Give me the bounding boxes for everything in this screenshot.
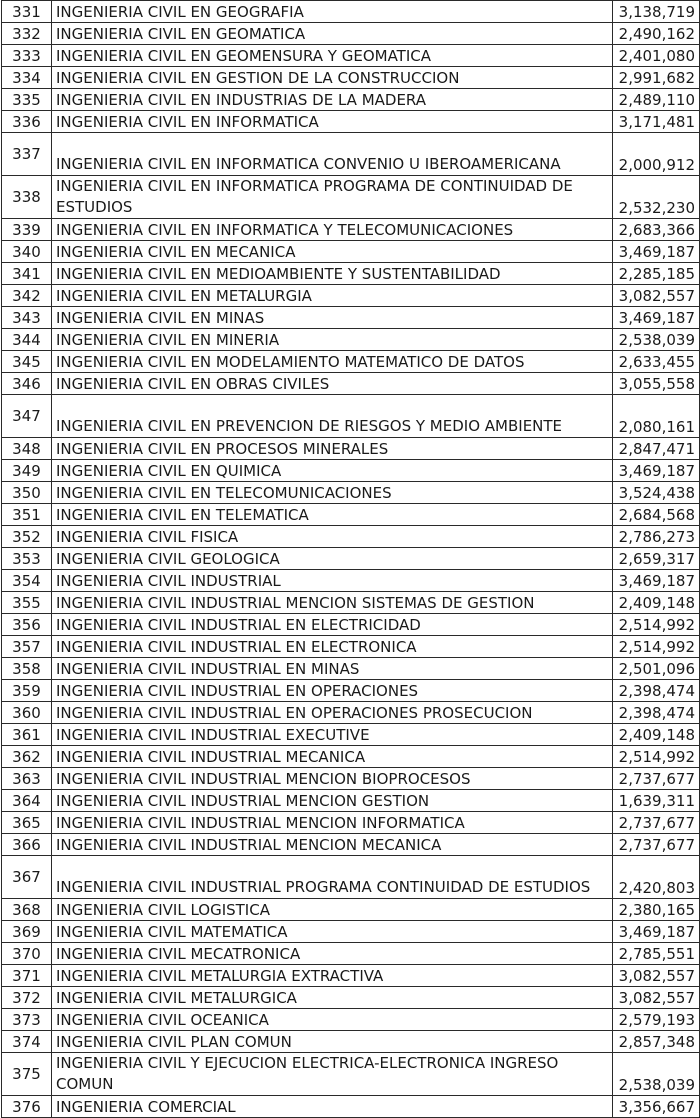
program-value-cell: 2,501,096 xyxy=(613,658,700,680)
program-value-cell: 2,398,474 xyxy=(613,680,700,702)
program-name-cell: INGENIERIA CIVIL INDUSTRIAL MENCION MECANICA xyxy=(52,834,613,856)
table-row xyxy=(2,329,700,351)
program-name-cell: INGENIERIA CIVIL INDUSTRIAL xyxy=(52,570,613,592)
program-table-body xyxy=(2,1,700,1118)
program-name-cell: INGENIERIA CIVIL INDUSTRIAL EN ELECTRICIDAD xyxy=(52,614,613,636)
program-value-cell: 2,538,039 xyxy=(613,329,700,351)
program-value-cell: 2,398,474 xyxy=(613,702,700,724)
program-value-cell: 2,991,682 xyxy=(613,67,700,89)
row-number-cell: 355 xyxy=(2,592,52,614)
program-value-cell: 2,633,455 xyxy=(613,351,700,373)
program-value-cell: 2,659,317 xyxy=(613,548,700,570)
table-row xyxy=(2,812,700,834)
table-row xyxy=(2,592,700,614)
program-value-cell: 2,538,039 xyxy=(613,1053,700,1096)
program-name-cell: INGENIERIA CIVIL EN MINAS xyxy=(52,307,613,329)
row-number-cell: 343 xyxy=(2,307,52,329)
row-number-cell: 365 xyxy=(2,812,52,834)
program-value-cell: 1,639,311 xyxy=(613,790,700,812)
table-row xyxy=(2,438,700,460)
program-name-cell: INGENIERIA CIVIL EN METALURGIA xyxy=(52,285,613,307)
program-name-cell: INGENIERIA CIVIL METALURGIA EXTRACTIVA xyxy=(52,965,613,987)
row-number-cell: 372 xyxy=(2,987,52,1009)
row-number-cell: 333 xyxy=(2,45,52,67)
row-number-cell: 348 xyxy=(2,438,52,460)
table-row xyxy=(2,526,700,548)
table-row xyxy=(2,724,700,746)
program-name-cell: INGENIERIA CIVIL EN MECANICA xyxy=(52,241,613,263)
program-name-cell: INGENIERIA CIVIL MATEMATICA xyxy=(52,921,613,943)
table-row xyxy=(2,373,700,395)
program-value-cell: 2,080,161 xyxy=(613,395,700,438)
program-value-cell: 3,171,481 xyxy=(613,111,700,133)
program-value-cell: 2,401,080 xyxy=(613,45,700,67)
table-row xyxy=(2,1053,700,1096)
row-number-cell: 345 xyxy=(2,351,52,373)
program-name-cell: INGENIERIA CIVIL INDUSTRIAL EXECUTIVE xyxy=(52,724,613,746)
table-row xyxy=(2,768,700,790)
table-row xyxy=(2,834,700,856)
program-name-cell: INGENIERIA CIVIL EN QUIMICA xyxy=(52,460,613,482)
table-row xyxy=(2,790,700,812)
table-row xyxy=(2,943,700,965)
program-value-cell: 3,469,187 xyxy=(613,307,700,329)
row-number-cell: 341 xyxy=(2,263,52,285)
program-value-cell: 2,000,912 xyxy=(613,133,700,176)
table-row xyxy=(2,285,700,307)
program-value-cell: 3,469,187 xyxy=(613,460,700,482)
row-number-cell: 359 xyxy=(2,680,52,702)
program-name-cell: INGENIERIA CIVIL EN GEOMATICA xyxy=(52,23,613,45)
row-number-cell: 363 xyxy=(2,768,52,790)
program-value-cell: 2,490,162 xyxy=(613,23,700,45)
row-number-cell: 350 xyxy=(2,482,52,504)
program-value-cell: 3,356,667 xyxy=(613,1096,700,1118)
table-row xyxy=(2,702,700,724)
program-value-cell: 2,737,677 xyxy=(613,834,700,856)
program-value-cell: 2,579,193 xyxy=(613,1009,700,1031)
row-number-cell: 331 xyxy=(2,1,52,23)
program-name-cell: INGENIERIA CIVIL EN TELEMATICA xyxy=(52,504,613,526)
table-row xyxy=(2,965,700,987)
program-name-cell: INGENIERIA CIVIL INDUSTRIAL MECANICA xyxy=(52,746,613,768)
row-number-cell: 374 xyxy=(2,1031,52,1053)
row-number-cell: 352 xyxy=(2,526,52,548)
program-name-cell: INGENIERIA CIVIL EN MEDIOAMBIENTE Y SUSTENTABILIDAD xyxy=(52,263,613,285)
program-value-cell: 2,786,273 xyxy=(613,526,700,548)
table-row xyxy=(2,746,700,768)
program-name-cell: INGENIERIA CIVIL INDUSTRIAL MENCION INFORMATICA xyxy=(52,812,613,834)
program-value-cell: 2,409,148 xyxy=(613,724,700,746)
row-number-cell: 342 xyxy=(2,285,52,307)
row-number-cell: 370 xyxy=(2,943,52,965)
program-name-cell: INGENIERIA CIVIL FISICA xyxy=(52,526,613,548)
program-name-cell: INGENIERIA CIVIL EN INFORMATICA Y TELECOMUNICACIONES xyxy=(52,219,613,241)
program-value-cell: 2,420,803 xyxy=(613,856,700,899)
program-name-cell: INGENIERIA CIVIL INDUSTRIAL EN OPERACIONES xyxy=(52,680,613,702)
program-value-cell: 2,785,551 xyxy=(613,943,700,965)
program-name-cell: INGENIERIA CIVIL INDUSTRIAL EN OPERACIONES PROSECUCION xyxy=(52,702,613,724)
program-name-cell: INGENIERIA CIVIL INDUSTRIAL PROGRAMA CONTINUIDAD DE ESTUDIOS xyxy=(52,856,613,899)
table-row xyxy=(2,570,700,592)
program-value-cell: 3,524,438 xyxy=(613,482,700,504)
program-value-cell: 3,138,719 xyxy=(613,1,700,23)
program-name-cell: INGENIERIA CIVIL METALURGICA xyxy=(52,987,613,1009)
program-name-cell: INGENIERIA CIVIL EN INDUSTRIAS DE LA MADERA xyxy=(52,89,613,111)
row-number-cell: 340 xyxy=(2,241,52,263)
row-number-cell: 346 xyxy=(2,373,52,395)
program-value-cell: 2,737,677 xyxy=(613,768,700,790)
program-name-cell: INGENIERIA CIVIL INDUSTRIAL EN ELECTRONICA xyxy=(52,636,613,658)
program-value-cell: 2,285,185 xyxy=(613,263,700,285)
program-name-cell: INGENIERIA CIVIL OCEANICA xyxy=(52,1009,613,1031)
program-name-cell: INGENIERIA CIVIL INDUSTRIAL MENCION GESTION xyxy=(52,790,613,812)
row-number-cell: 335 xyxy=(2,89,52,111)
table-row xyxy=(2,658,700,680)
program-value-cell: 2,514,992 xyxy=(613,636,700,658)
row-number-cell: 336 xyxy=(2,111,52,133)
program-name-cell: INGENIERIA CIVIL EN GEOGRAFIA xyxy=(52,1,613,23)
program-name-cell: INGENIERIA CIVIL EN GEOMENSURA Y GEOMATICA xyxy=(52,45,613,67)
row-number-cell: 356 xyxy=(2,614,52,636)
program-value-cell: 3,082,557 xyxy=(613,965,700,987)
table-row xyxy=(2,176,700,219)
table-row xyxy=(2,89,700,111)
row-number-cell: 366 xyxy=(2,834,52,856)
program-value-cell: 3,469,187 xyxy=(613,241,700,263)
table-row xyxy=(2,856,700,899)
program-name-cell: INGENIERIA CIVIL EN PROCESOS MINERALES xyxy=(52,438,613,460)
program-value-cell: 3,469,187 xyxy=(613,570,700,592)
program-name-cell: INGENIERIA CIVIL EN MINERIA xyxy=(52,329,613,351)
program-name-cell: INGENIERIA CIVIL INDUSTRIAL MENCION SISTEMAS DE GESTION xyxy=(52,592,613,614)
row-number-cell: 361 xyxy=(2,724,52,746)
row-number-cell: 368 xyxy=(2,899,52,921)
program-table xyxy=(1,0,700,1118)
row-number-cell: 332 xyxy=(2,23,52,45)
row-number-cell: 338 xyxy=(2,176,52,219)
table-row xyxy=(2,263,700,285)
row-number-cell: 347 xyxy=(2,395,52,438)
row-number-cell: 358 xyxy=(2,658,52,680)
row-number-cell: 373 xyxy=(2,1009,52,1031)
program-value-cell: 2,380,165 xyxy=(613,899,700,921)
table-row xyxy=(2,219,700,241)
program-value-cell: 2,737,677 xyxy=(613,812,700,834)
table-row xyxy=(2,1096,700,1118)
program-value-cell: 2,409,148 xyxy=(613,592,700,614)
row-number-cell: 353 xyxy=(2,548,52,570)
program-name-cell: INGENIERIA CIVIL EN MODELAMIENTO MATEMATICO DE DATOS xyxy=(52,351,613,373)
program-name-cell: INGENIERIA CIVIL EN PREVENCION DE RIESGOS Y MEDIO AMBIENTE xyxy=(52,395,613,438)
program-value-cell: 3,055,558 xyxy=(613,373,700,395)
program-value-cell: 2,514,992 xyxy=(613,614,700,636)
row-number-cell: 362 xyxy=(2,746,52,768)
table-row xyxy=(2,111,700,133)
program-name-cell: INGENIERIA CIVIL EN INFORMATICA xyxy=(52,111,613,133)
row-number-cell: 334 xyxy=(2,67,52,89)
program-value-cell: 3,469,187 xyxy=(613,921,700,943)
table-row xyxy=(2,614,700,636)
program-name-cell: INGENIERIA CIVIL GEOLOGICA xyxy=(52,548,613,570)
program-value-cell: 2,684,568 xyxy=(613,504,700,526)
program-name-cell: INGENIERIA CIVIL INDUSTRIAL MENCION BIOPROCESOS xyxy=(52,768,613,790)
program-value-cell: 3,082,557 xyxy=(613,285,700,307)
table-row xyxy=(2,67,700,89)
table-row xyxy=(2,504,700,526)
row-number-cell: 339 xyxy=(2,219,52,241)
program-name-cell: INGENIERIA CIVIL EN INFORMATICA CONVENIO U IBEROAMERICANA xyxy=(52,133,613,176)
table-row xyxy=(2,899,700,921)
program-name-cell: INGENIERIA CIVIL PLAN COMUN xyxy=(52,1031,613,1053)
table-row xyxy=(2,307,700,329)
row-number-cell: 349 xyxy=(2,460,52,482)
program-value-cell: 2,683,366 xyxy=(613,219,700,241)
table-row xyxy=(2,987,700,1009)
program-value-cell: 2,489,110 xyxy=(613,89,700,111)
program-value-cell: 3,082,557 xyxy=(613,987,700,1009)
table-row xyxy=(2,23,700,45)
program-name-cell: INGENIERIA CIVIL INDUSTRIAL EN MINAS xyxy=(52,658,613,680)
table-row xyxy=(2,548,700,570)
table-row xyxy=(2,351,700,373)
program-name-cell: INGENIERIA CIVIL Y EJECUCION ELECTRICA-ELECTRONICA INGRESO COMUN xyxy=(52,1053,613,1096)
row-number-cell: 367 xyxy=(2,856,52,899)
program-value-cell: 2,532,230 xyxy=(613,176,700,219)
row-number-cell: 337 xyxy=(2,133,52,176)
program-name-cell: INGENIERIA COMERCIAL xyxy=(52,1096,613,1118)
table-row xyxy=(2,460,700,482)
program-name-cell: INGENIERIA CIVIL EN TELECOMUNICACIONES xyxy=(52,482,613,504)
program-name-cell: INGENIERIA CIVIL EN GESTION DE LA CONSTRUCCION xyxy=(52,67,613,89)
program-name-cell: INGENIERIA CIVIL EN INFORMATICA PROGRAMA DE CONTINUIDAD DE ESTUDIOS xyxy=(52,176,613,219)
row-number-cell: 357 xyxy=(2,636,52,658)
row-number-cell: 344 xyxy=(2,329,52,351)
table-row xyxy=(2,133,700,176)
row-number-cell: 369 xyxy=(2,921,52,943)
program-name-cell: INGENIERIA CIVIL MECATRONICA xyxy=(52,943,613,965)
table-row xyxy=(2,1,700,23)
program-value-cell: 2,847,471 xyxy=(613,438,700,460)
row-number-cell: 351 xyxy=(2,504,52,526)
table-row xyxy=(2,241,700,263)
program-value-cell: 2,514,992 xyxy=(613,746,700,768)
row-number-cell: 360 xyxy=(2,702,52,724)
program-name-cell: INGENIERIA CIVIL EN OBRAS CIVILES xyxy=(52,373,613,395)
row-number-cell: 376 xyxy=(2,1096,52,1118)
table-row xyxy=(2,921,700,943)
program-name-cell: INGENIERIA CIVIL LOGISTICA xyxy=(52,899,613,921)
table-row xyxy=(2,1031,700,1053)
row-number-cell: 375 xyxy=(2,1053,52,1096)
table-row xyxy=(2,482,700,504)
row-number-cell: 371 xyxy=(2,965,52,987)
program-value-cell: 2,857,348 xyxy=(613,1031,700,1053)
table-row xyxy=(2,636,700,658)
row-number-cell: 364 xyxy=(2,790,52,812)
table-row xyxy=(2,395,700,438)
table-row xyxy=(2,680,700,702)
table-row xyxy=(2,1009,700,1031)
table-row xyxy=(2,45,700,67)
row-number-cell: 354 xyxy=(2,570,52,592)
